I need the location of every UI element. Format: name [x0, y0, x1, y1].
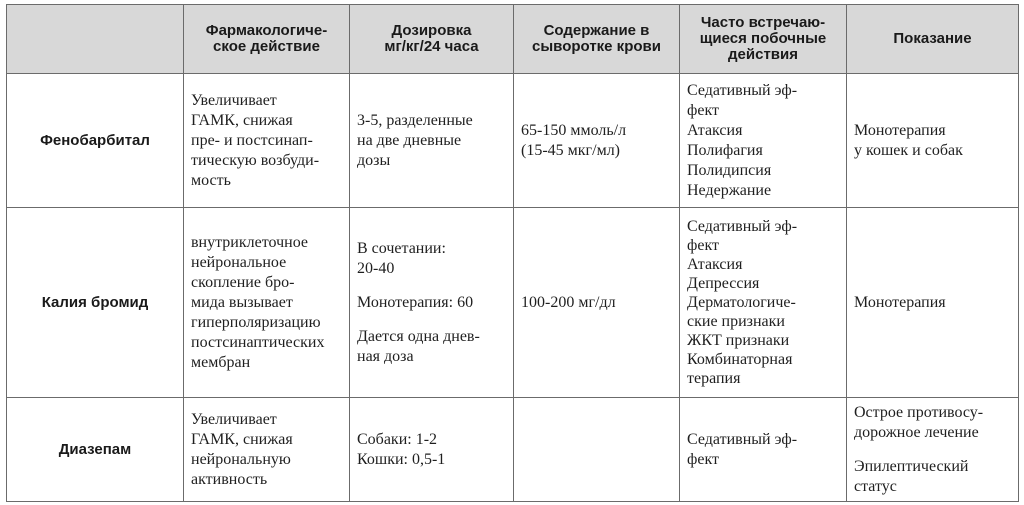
cell-line: Увеличивает: [191, 410, 277, 428]
cell-line: Монотерапия: [854, 293, 946, 311]
dosage-cell: [350, 398, 514, 502]
cell-line: Полидипсия: [687, 161, 772, 179]
cell-line: тическую возбуди-: [191, 151, 320, 169]
table-row: [7, 208, 1019, 398]
action-cell: [184, 208, 350, 398]
cell-line: нейрональное: [191, 253, 287, 271]
header-line: Содержание в: [543, 22, 650, 39]
cell-line: Дается одна днев-: [357, 327, 480, 345]
serum-cell: [514, 208, 680, 398]
header-line: действия: [728, 46, 798, 63]
cell-line: Монотерапия: 60: [357, 293, 474, 311]
header-dosage: [350, 5, 514, 74]
header-line: Показание: [893, 30, 972, 47]
table-row: [7, 74, 1019, 208]
header-line: мг/кг/24 часа: [384, 38, 479, 55]
indication-cell: [847, 208, 1019, 398]
side-effects-cell: [680, 398, 847, 502]
header-line: Фармакологиче-: [205, 22, 328, 39]
cell-line: В сочетании:: [357, 239, 446, 257]
cell-line: фект: [687, 101, 720, 119]
cell-line: 100-200 мг/дл: [521, 293, 616, 311]
cell-line: терапия: [687, 370, 741, 387]
cell-spacer: [854, 443, 1014, 457]
cell-line: (15-45 мкг/мл): [521, 141, 620, 159]
side-effects-cell: [680, 208, 847, 398]
cell-line: на две дневные: [357, 131, 462, 149]
header-side-effects: [680, 5, 847, 74]
cell-line: дозы: [357, 151, 391, 169]
header-line: сыворотке крови: [532, 38, 661, 55]
cell-line: Недержание: [687, 181, 772, 199]
cell-line: Увеличивает: [191, 91, 277, 109]
cell-line: фект: [687, 450, 720, 468]
cell-line: Дерматологиче-: [687, 294, 796, 311]
cell-line: Острое противосу-: [854, 403, 984, 421]
cell-line: Седативный эф-: [687, 218, 798, 235]
cell-line: Комбинаторная: [687, 351, 793, 368]
cell-line: гиперполяризацию: [191, 313, 321, 331]
header-indication: [847, 5, 1019, 74]
cell-line: Седативный эф-: [687, 430, 798, 448]
indication-cell: [847, 74, 1019, 208]
cell-line: ские признаки: [687, 313, 785, 330]
cell-line: Полифагия: [687, 141, 763, 159]
action-cell: [184, 74, 350, 208]
header-line: Дозировка: [391, 22, 472, 39]
cell-line: Монотерапия: [854, 121, 946, 139]
drug-table: [6, 4, 1019, 502]
cell-line: статус: [854, 477, 897, 495]
cell-line: мость: [191, 171, 231, 189]
cell-line: Кошки: 0,5-1: [357, 450, 446, 468]
cell-line: дорожное лечение: [854, 423, 979, 441]
table-row: [7, 398, 1019, 502]
cell-line: Депрессия: [687, 275, 760, 292]
cell-line: 20-40: [357, 259, 395, 277]
header-serum-level: [514, 5, 680, 74]
cell-line: ЖКТ признаки: [687, 332, 790, 349]
header-pharmacological-action: [184, 5, 350, 74]
dosage-cell: [350, 74, 514, 208]
cell-line: 3-5, разделенные: [357, 111, 473, 129]
cell-line: постсинаптических: [191, 333, 325, 351]
cell-line: ГАМК, снижая: [191, 430, 293, 448]
cell-line: нейрональную: [191, 450, 291, 468]
cell-line: ная доза: [357, 347, 414, 365]
cell-line: фект: [687, 237, 720, 254]
cell-line: Эпилептический: [854, 457, 969, 475]
drug-name: Диазепам: [7, 398, 184, 502]
cell-spacer: [357, 313, 509, 327]
drug-name: Калия бромид: [7, 208, 184, 398]
cell-line: Собаки: 1-2: [357, 430, 438, 448]
cell-spacer: [357, 279, 509, 293]
serum-cell: [514, 74, 680, 208]
serum-cell: [514, 398, 680, 502]
cell-line: скопление бро-: [191, 273, 295, 291]
indication-cell: [847, 398, 1019, 502]
cell-line: внутриклеточное: [191, 233, 308, 251]
cell-line: активность: [191, 470, 268, 488]
cell-line: мида вызывает: [191, 293, 293, 311]
drug-name: Фенобарбитал: [7, 74, 184, 208]
cell-line: ГАМК, снижая: [191, 111, 293, 129]
cell-line: Атаксия: [687, 256, 743, 273]
dosage-cell: [350, 208, 514, 398]
cell-line: пре- и постсинап-: [191, 131, 313, 149]
cell-line: Седативный эф-: [687, 81, 798, 99]
cell-line: 65-150 ммоль/л: [521, 121, 627, 139]
cell-line: у кошек и собак: [854, 141, 963, 159]
header-cell-empty: [7, 5, 184, 74]
action-cell: [184, 398, 350, 502]
header-line: Часто встречаю-: [700, 14, 826, 31]
cell-line: мембран: [191, 353, 251, 371]
header-line: ское действие: [213, 38, 320, 55]
cell-line: Атаксия: [687, 121, 743, 139]
header-row: [7, 5, 1019, 74]
header-line: щиеся побочные: [699, 30, 827, 47]
side-effects-cell: [680, 74, 847, 208]
